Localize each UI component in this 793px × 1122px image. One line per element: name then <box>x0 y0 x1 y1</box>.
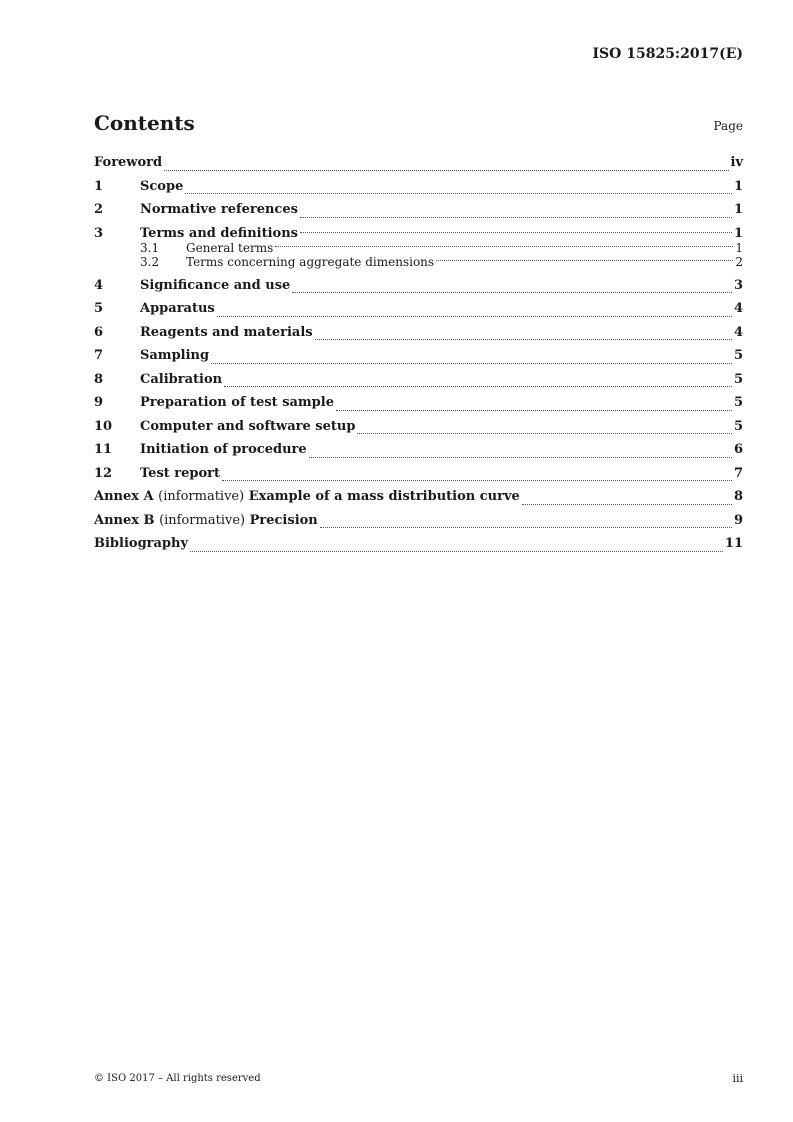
dot-leader <box>292 292 732 293</box>
toc-entry-number: 1 <box>94 178 104 194</box>
contents-heading: Contents <box>94 111 195 135</box>
page-number: iii <box>732 1072 743 1085</box>
page-column-label: Page <box>713 119 743 133</box>
toc-entry-number: 2 <box>94 202 104 217</box>
toc-entry-page: 3 <box>733 277 743 293</box>
toc-entry-page: 5 <box>733 348 743 363</box>
toc-subentry-number: 3.2 <box>140 254 160 269</box>
toc-entry[interactable] <box>94 202 743 226</box>
annex-title: Example of a mass distribution curve <box>248 489 520 504</box>
dot-leader <box>185 193 732 194</box>
toc-entry-page: 1 <box>733 225 743 241</box>
annex-label: Annex A <box>94 489 154 504</box>
toc-entry[interactable] <box>94 278 743 302</box>
annex-type: (informative) <box>158 489 245 504</box>
toc-entry-title: Test report <box>140 465 221 481</box>
toc-entry-title: Apparatus <box>140 301 215 316</box>
toc-entry-number: 8 <box>94 371 104 387</box>
toc-entry[interactable] <box>94 442 743 466</box>
toc-annex-b[interactable] <box>94 513 743 537</box>
toc-entry-bibliography[interactable] <box>94 536 743 560</box>
toc-entry-title: Foreword <box>94 155 163 170</box>
toc-entry[interactable] <box>94 395 743 419</box>
toc-entry[interactable] <box>94 301 743 325</box>
toc-entry-title: Reagents and materials <box>140 324 313 340</box>
toc-entry-title: Initiation of procedure <box>140 442 307 457</box>
dot-leader <box>211 363 732 364</box>
toc-entry-number: 10 <box>94 418 113 434</box>
annex-label: Annex B <box>94 512 155 528</box>
toc-entry-number: 9 <box>94 395 104 410</box>
dot-leader <box>320 527 732 528</box>
table-of-contents <box>94 155 743 560</box>
toc-entry-title: Terms and definitions <box>140 225 298 241</box>
toc-subentry-title: Terms concerning aggregate dimensions <box>186 254 435 269</box>
toc-entry-number: 3 <box>94 225 104 241</box>
toc-entry-title: Significance and use <box>140 277 291 293</box>
toc-entry-page: iv <box>730 155 743 170</box>
dot-leader <box>224 386 732 387</box>
toc-entry-page: 1 <box>733 178 743 194</box>
toc-entry-title: Sampling <box>140 348 210 363</box>
toc-entry-page: 8 <box>733 489 743 504</box>
toc-entry[interactable] <box>94 348 743 372</box>
toc-subentry-title: General terms <box>186 240 274 255</box>
dot-leader <box>190 551 723 552</box>
toc-entry-title: Bibliography <box>94 536 189 551</box>
toc-subentry[interactable] <box>94 241 743 255</box>
toc-entry-page: 5 <box>733 395 743 410</box>
dot-leader <box>300 232 732 233</box>
toc-entry-page: 7 <box>733 465 743 481</box>
toc-entry-number: 12 <box>94 465 113 481</box>
toc-entry-page: 6 <box>733 442 743 457</box>
toc-entry-page: 5 <box>733 418 743 434</box>
toc-entry-number: 7 <box>94 348 104 363</box>
dot-leader <box>357 433 732 434</box>
copyright-notice: © ISO 2017 – All rights reserved <box>94 1073 261 1084</box>
annex-type: (informative) <box>159 512 246 528</box>
dot-leader <box>217 316 732 317</box>
toc-annex-a[interactable] <box>94 489 743 513</box>
toc-entry-number: 5 <box>94 301 104 316</box>
toc-entry[interactable] <box>94 179 743 203</box>
toc-entry-title: Scope <box>140 178 184 194</box>
toc-subentry-page: 1 <box>735 240 743 255</box>
toc-entry-foreword[interactable] <box>94 155 743 179</box>
dot-leader <box>522 504 732 505</box>
toc-entry-page: 4 <box>733 301 743 316</box>
toc-entry-title: Calibration <box>140 371 223 387</box>
dot-leader <box>222 480 732 481</box>
annex-title: Precision <box>249 512 318 528</box>
toc-entry-page: 11 <box>724 536 743 551</box>
toc-entry-title: Computer and software setup <box>140 418 356 434</box>
toc-entry-number: 6 <box>94 324 104 340</box>
dot-leader <box>315 339 732 340</box>
dot-leader <box>336 410 732 411</box>
dot-leader <box>436 260 733 261</box>
annex-title-line <box>94 513 318 528</box>
toc-entry-page: 1 <box>733 202 743 217</box>
toc-entry[interactable] <box>94 419 743 443</box>
toc-entry-page: 5 <box>733 371 743 387</box>
toc-subentry-page: 2 <box>735 254 743 269</box>
annex-title-line <box>94 489 520 504</box>
toc-entry-number: 4 <box>94 277 104 293</box>
dot-leader <box>309 457 732 458</box>
dot-leader <box>275 246 733 247</box>
toc-entry[interactable] <box>94 466 743 490</box>
toc-entry-page: 9 <box>733 512 743 528</box>
toc-entry-number: 11 <box>94 442 113 457</box>
document-identifier: ISO 15825:2017(E) <box>592 46 743 62</box>
dot-leader <box>300 217 732 218</box>
toc-entry-title: Preparation of test sample <box>140 395 334 410</box>
toc-entry[interactable] <box>94 226 743 241</box>
toc-entry-title: Normative references <box>140 202 298 217</box>
toc-subentry[interactable] <box>94 255 743 269</box>
toc-entry[interactable] <box>94 372 743 396</box>
toc-entry-page: 4 <box>733 324 743 340</box>
dot-leader <box>164 170 728 171</box>
toc-subentry-number: 3.1 <box>140 240 160 255</box>
toc-entry[interactable] <box>94 325 743 349</box>
